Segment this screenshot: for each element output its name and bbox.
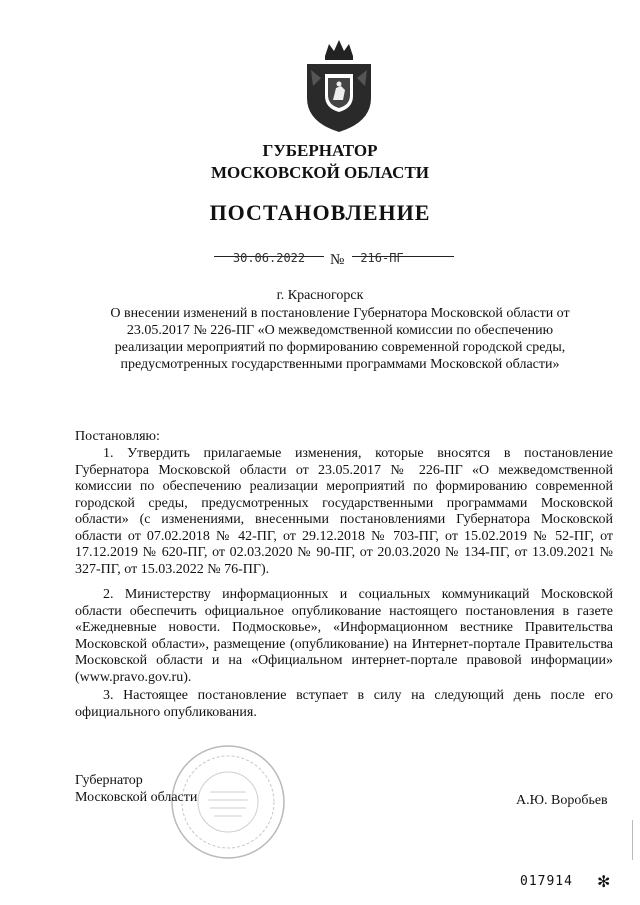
intro-text: Постановляю: <box>75 429 160 444</box>
document-date: 30.06.2022 <box>232 251 306 265</box>
coat-of-arms-emblem <box>303 38 375 134</box>
place-of-issue: г. Красногорск <box>276 288 364 303</box>
signatory-title <box>75 772 197 806</box>
document-subject: О внесении изменений в постановление Губернатора Московской области от 23.05.2017 № 226-ПГ «О межведомственной комиссии по обеспечению реализации мероприятий по формированию современной городской среды, предусмотренных государственными программами Московской области» <box>110 306 570 372</box>
body-item-2: 2. Министерству информационных и социальных коммуникаций Московской области обеспечить официальное опубликование настоящего постановления в газете «Ежедневные новости. Подмосковье», «Информационном вестнике Правительства Московской области», размещение (опубликование) на Интернет-портале Правительства Московской области и на «Официальном интернет-портале правовой информации» (www.pravo.gov.ru). <box>75 587 613 685</box>
snowflake-mark-icon: ✻ <box>597 874 611 891</box>
body-item-3: 3. Настоящее постановление вступает в силу на следующий день после его официального опубликования. <box>75 688 613 720</box>
signatory-name: А.Ю. Воробьев <box>516 793 608 808</box>
signatory-title-line1: Губернатор <box>75 773 143 788</box>
number-sign: № <box>330 252 345 268</box>
document-number: 216-ПГ <box>360 251 404 265</box>
document-type-title: ПОСТАНОВЛЕНИЕ <box>209 200 431 225</box>
scan-edge-mark <box>632 820 633 860</box>
authority-title-line2: МОСКОВСКОЙ ОБЛАСТИ <box>210 163 430 182</box>
body-item-1: 1. Утвердить прилагаемые изменения, которые вносятся в постановление Губернатора Московской области от 23.05.2017 № 226-ПГ «О межведомственной комиссии по обеспечению реализации мероприятий по формированию современной городской среды, предусмотренных государственными программами Московской области» (с изменениями, внесенными постановлениями Губернатора Московской области от 07.02.2018 № 42-ПГ, от 29.12.2018 № 703-ПГ, от 15.02.2019 № 52-ПГ, от 17.12.2019 № 620-ПГ, от 02.03.2020 № 90-ПГ, от 20.03.2020 № 134-ПГ, от 13.09.2021 № 327-ПГ, от 15.03.2022 № 76-ПГ). <box>75 446 613 577</box>
registration-number: 017914 <box>520 874 573 889</box>
signatory-title-line2: Московской области <box>75 790 198 805</box>
authority-title-line1: ГУБЕРНАТОР <box>262 141 378 160</box>
